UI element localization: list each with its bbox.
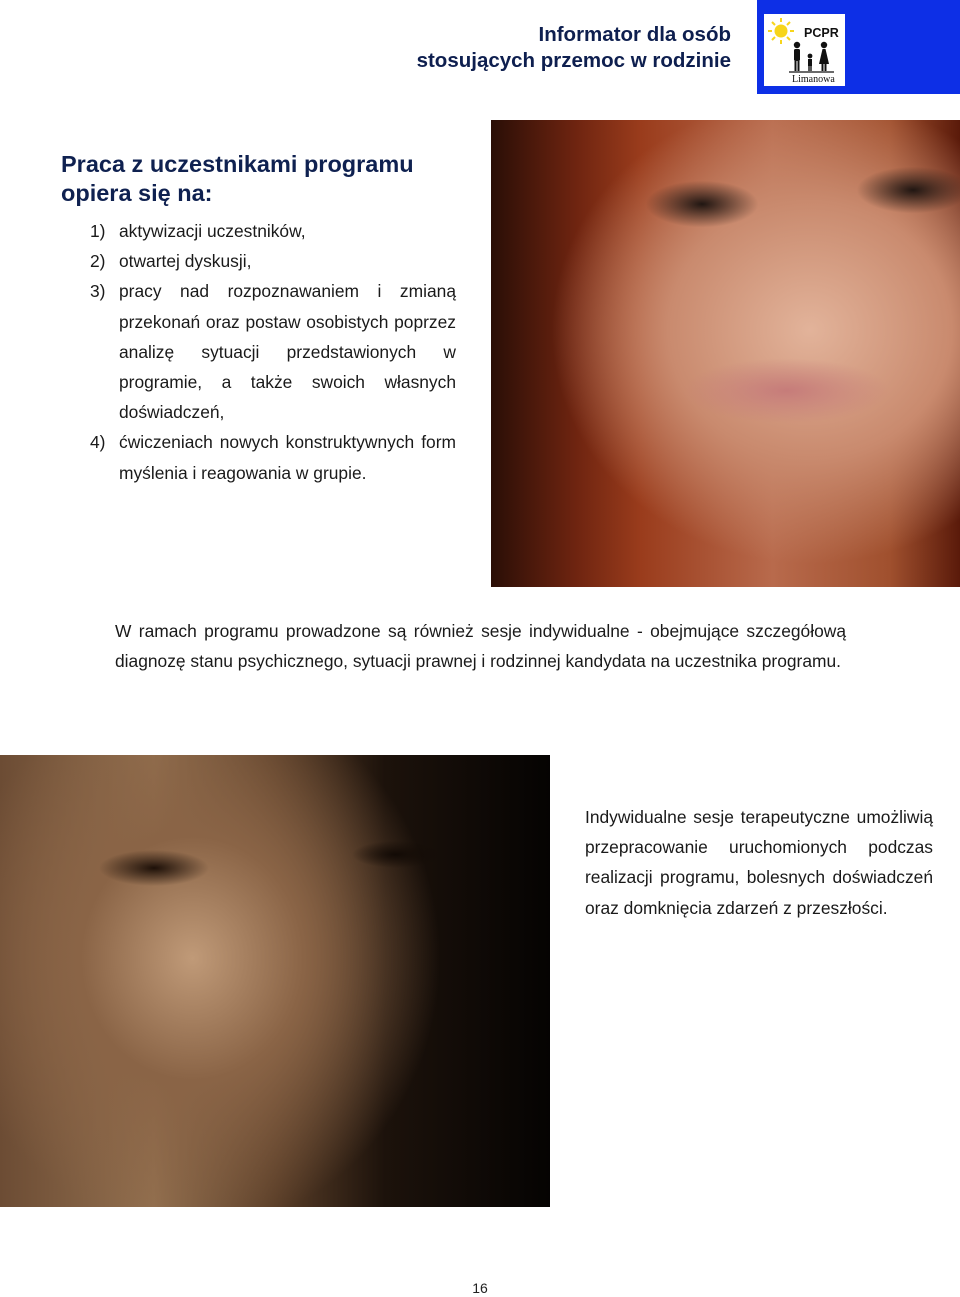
header-title-line-2: stosujących przemoc w rodzinie — [416, 49, 731, 72]
list-item — [90, 246, 456, 276]
man-portrait-photo — [0, 755, 550, 1207]
logo-graphic — [764, 14, 845, 86]
document-header-title — [417, 22, 731, 74]
therapy-sessions-paragraph: Indywidualne sesje terapeutyczne umożliwią przepracowanie uruchomionych podczas realizacji programu, bolesnych doświadczeń oraz domknięcia zdarzeń z przeszłości. — [585, 807, 933, 918]
logo-text-limanowa: Limanowa — [792, 74, 835, 85]
list-item-text: ćwiczeniach nowych konstruktywnych form myślenia i reagowania w grupie. — [119, 432, 456, 483]
pcpr-logo — [757, 0, 960, 94]
section-heading-line-1: Praca z uczestnikami programu — [61, 151, 414, 177]
section-heading-line-2: opiera się na: — [61, 180, 213, 206]
list-item-text: aktywizacji uczestników, — [119, 221, 306, 241]
child-portrait-photo — [491, 120, 960, 587]
list-item-number: 4) — [90, 432, 106, 453]
list-item-text: pracy nad rozpoznawaniem i zmianą przekonań oraz postaw osobistych poprzez analizę sytuacji przedstawionych w programie, a także swoich własnych doświadczeń, — [119, 281, 456, 423]
list-item — [90, 276, 456, 427]
list-item-number: 2) — [90, 251, 106, 272]
logo-panel — [764, 14, 845, 86]
section-heading — [61, 150, 471, 208]
individual-sessions-paragraph: W ramach programu prowadzone są również sesje indywidualne - obejmujące szczegółową diagnozę stanu psychicznego, sytuacji prawnej i rodzinnej kandydata na uczestnika programu. — [115, 621, 846, 672]
page-number: 16 — [472, 1280, 488, 1296]
family-figures-icon — [794, 42, 829, 71]
sun-icon — [768, 18, 794, 44]
list-item — [90, 216, 456, 246]
list-item-number: 1) — [90, 221, 106, 241]
list-item-text: otwartej dyskusji, — [119, 251, 252, 272]
program-methods-list — [90, 216, 456, 488]
list-item — [90, 427, 456, 487]
list-item-number: 3) — [90, 281, 106, 302]
logo-text-pcpr: PCPR — [804, 26, 839, 40]
header-title-line-1: Informator dla osób — [538, 23, 731, 46]
